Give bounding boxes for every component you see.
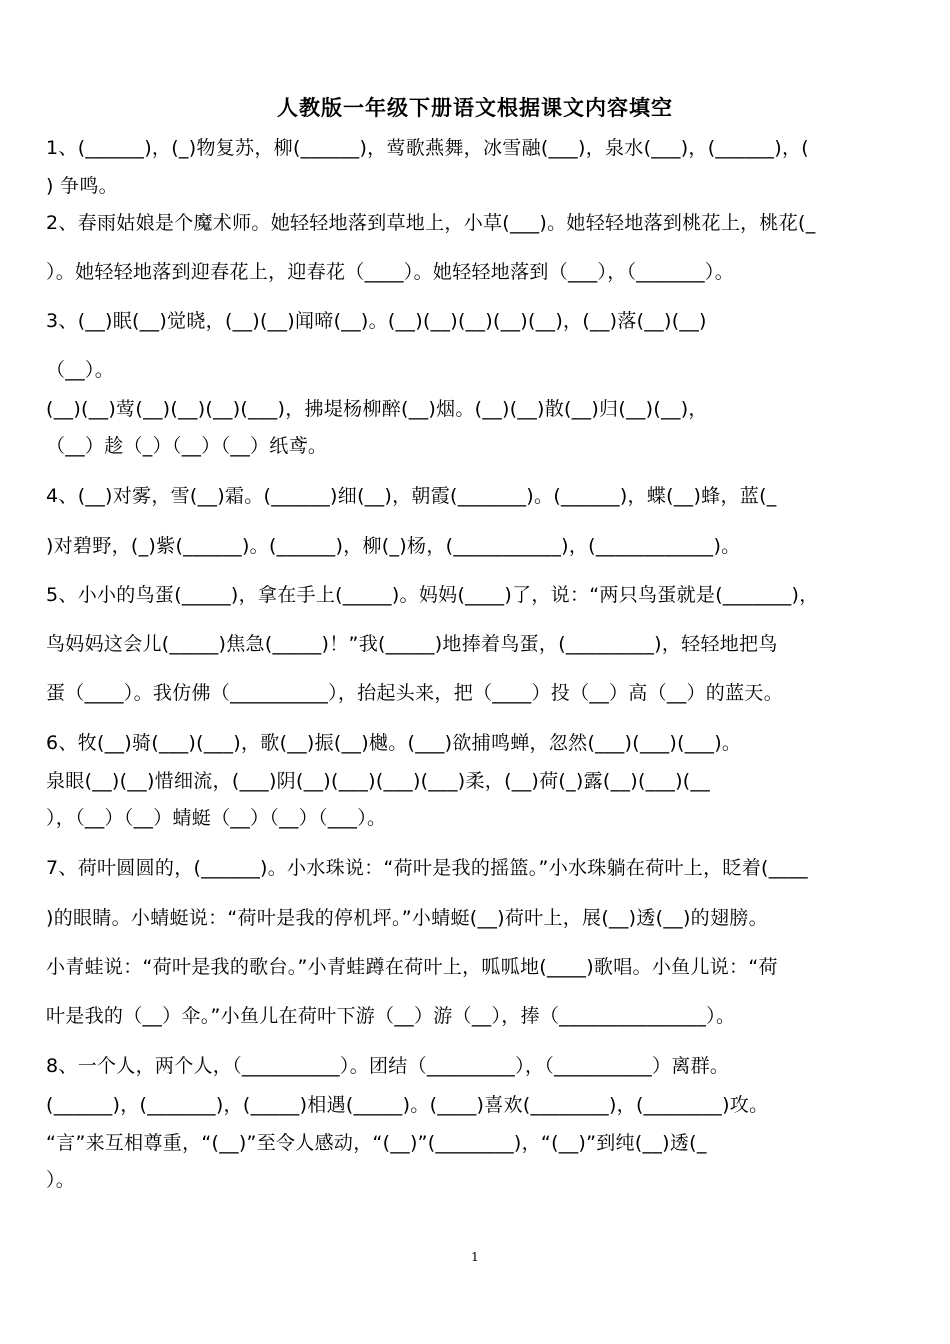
item-8-line-2: (______)，(_______)，(_____)相遇(_____)。(____)喜欢(________)，(________)攻。 — [46, 1094, 769, 1116]
item-3-line-1: 3、(__)眠(__)觉晓，(__)(__)闻啼(__)。(__)(__)(__)(__)(__)，(__)落(__)(__) — [46, 310, 707, 332]
item-7-line-2: )的眼睛。小蜻蜓说：“荷叶是我的停机坪。”小蜻蜓(__)荷叶上，展(__)透(__)的翅膀。 — [46, 907, 768, 929]
item-5-line-1: 5、小小的鸟蛋(_____)，拿在手上(_____)。妈妈(____)了，说：“两只鸟蛋就是(_______)， — [46, 584, 819, 606]
item-1-line-1: 1、(______)，(_)物复苏，柳(______)，莺歌燕舞，冰雪融(___)，泉水(___)，(______)，( — [46, 137, 809, 159]
page-number: 1 — [471, 1250, 479, 1264]
page-title: 人教版一年级下册语文根据课文内容填空 — [277, 96, 673, 120]
item-8-line-3: “言”来互相尊重，“(__)”至令人感动，“(__)”(________)，“(__)”到纯(__)透(_ — [46, 1132, 707, 1154]
item-2-line-2: ）。她轻轻地落到迎春花上，迎春花（____）。她轻轻地落到（___），（_______）。 — [46, 261, 735, 283]
item-3-line-4: （__）趁（_）（__）（__）纸鸢。 — [46, 435, 328, 457]
item-5-line-3: 蛋（____）。我仿佛（__________），抬起头来，把（____）投（__）高（__）的蓝天。 — [46, 682, 784, 704]
item-7-line-4: 叶是我的（__）伞。”小鱼儿在荷叶下游（__）游（__），捧（_______________）。 — [46, 1005, 736, 1027]
item-1-line-2: ) 争鸣。 — [46, 175, 118, 197]
item-2-line-1: 2、春雨姑娘是个魔术师。她轻轻地落到草地上，小草(___)。她轻轻地落到桃花上，桃花(_ — [46, 212, 816, 234]
item-3-line-3: (__)(__)莺(__)(__)(__)(___)，拂堤杨柳醉(__)烟。(__)(__)散(__)归(__)(__)， — [46, 398, 708, 420]
item-8-line-1: 8、一个人，两个人，（__________）。团结（_________），（__________）离群。 — [46, 1055, 730, 1077]
item-6-line-1: 6、牧(__)骑(___)(___)，歌(__)振(__)樾。(___)欲捕鸣蝉，忽然(___)(___)(___)。 — [46, 732, 742, 754]
item-7-line-1: 7、荷叶圆圆的，(______)。小水珠说：“荷叶是我的摇篮。”小水珠躺在荷叶上，眨着(____ — [46, 857, 808, 879]
item-4-line-1: 4、(__)对雾，雪(__)霜。(______)细(__)，朝霞(_______)。(______)，蝶(__)蜂，蓝(_ — [46, 485, 777, 507]
item-3-line-2: （__）。 — [46, 359, 115, 381]
item-4-line-2: )对碧野，(_)紫(______)。(______)，柳(_)杨，(___________)，(____________)。 — [46, 535, 741, 557]
item-6-line-2: 泉眼(__)(__)惜细流，(___)阴(__)(___)(___)(___)柔，(__)荷(_)露(__)(___)(__ — [46, 770, 711, 792]
item-5-line-2: 鸟妈妈这会儿(_____)焦急(_____)！”我(_____)地捧着鸟蛋，(_________)，轻轻地把鸟 — [46, 633, 778, 655]
item-7-line-3: 小青蛙说：“荷叶是我的歌台。”小青蛙蹲在荷叶上，呱呱地(____)歌唱。小鱼儿说：“荷 — [46, 956, 778, 978]
item-8-line-4: ）。 — [46, 1169, 76, 1191]
item-6-line-3: ），（__）（__）蜻蜓（__）（__）（___）。 — [46, 807, 387, 829]
